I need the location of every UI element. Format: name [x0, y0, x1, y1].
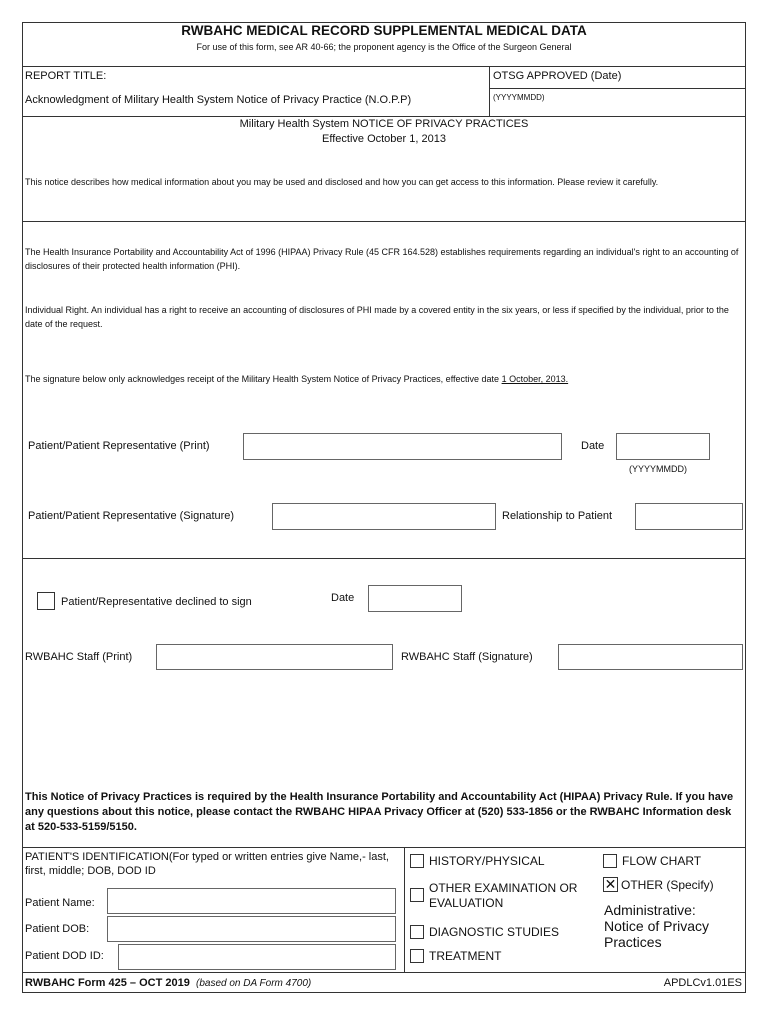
- form-id-text: RWBAHC Form 425 – OCT 2019: [25, 977, 190, 989]
- flow-chart-checkbox[interactable]: [603, 854, 617, 868]
- form-subtitle: For use of this form, see AR 40-66; the proponent agency is the Office of the Surgeon General: [196, 42, 572, 52]
- staff-print-input[interactable]: [156, 644, 393, 670]
- staff-print-label: RWBAHC Staff (Print): [25, 651, 133, 663]
- declined-checkbox[interactable]: [37, 592, 55, 610]
- history-physical-checkbox[interactable]: [410, 854, 424, 868]
- patient-signature-input[interactable]: [272, 503, 496, 530]
- diagnostic-studies-label: DIAGNOSTIC STUDIES: [429, 925, 560, 939]
- hipaa-paragraph: The Health Insurance Portability and Accountability Act of 1996 (HIPAA) Privacy Rule (45 CFR 164.528) establishes requirements regarding an individual's right to an accounting of disclosures of their protected health information (PHI).: [25, 247, 739, 271]
- identification-heading: PATIENT'S IDENTIFICATION(For typed or written entries give Name,- last, first, middle; DOB, DOD ID: [25, 851, 389, 877]
- divider: [489, 66, 490, 116]
- relationship-input[interactable]: [635, 503, 743, 530]
- other-specify-checkbox[interactable]: [603, 877, 618, 892]
- declined-date-label: Date: [331, 592, 355, 604]
- divider: [22, 972, 746, 973]
- history-physical-label: HISTORY/PHYSICAL: [429, 854, 545, 868]
- divider: [22, 847, 746, 848]
- form-based-on: (based on DA Form 4700): [195, 978, 312, 989]
- treatment-label: TREATMENT: [429, 949, 502, 963]
- relationship-label: Relationship to Patient: [502, 510, 613, 522]
- declined-label: Patient/Representative declined to sign: [61, 596, 252, 608]
- form-id: [25, 977, 311, 989]
- divider: [22, 116, 746, 117]
- divider: [22, 558, 746, 559]
- signature-note-date: 1 October, 2013.: [501, 374, 569, 384]
- patient-print-input[interactable]: [243, 433, 562, 460]
- patient-dob-input[interactable]: [107, 916, 396, 942]
- staff-signature-label: RWBAHC Staff (Signature): [401, 651, 533, 663]
- checked-x-icon: ✕: [604, 876, 617, 892]
- declined-date-input[interactable]: [368, 585, 462, 612]
- individual-right-paragraph: Individual Right. An individual has a right to receive an accounting of disclosures of PHI made by a covered entity in the six years, or less if specified by the individual, prior to the date of the request.: [25, 305, 729, 329]
- patient-name-input[interactable]: [107, 888, 396, 914]
- form-version: APDLCv1.01ES: [663, 977, 742, 989]
- hipaa-contact-notice: This Notice of Privacy Practices is required by the Health Insurance Portability and Accountability Act (HIPAA) Privacy Rule. If you have any questions about this notice, please contact the RWBAHC HIPAA Privacy Officer at (520) 533-1856 or the RWBAHC Information desk at 520-533-5159/5150.: [25, 791, 734, 833]
- report-title-label: REPORT TITLE:: [25, 70, 107, 82]
- divider: [404, 847, 405, 972]
- divider: [489, 88, 746, 89]
- patient-dodid-input[interactable]: [118, 944, 396, 970]
- otsg-approved-label: OTSG APPROVED (Date): [493, 70, 622, 82]
- notice-intro: This notice describes how medical information about you may be used and disclosed and how you can get access to this information. Please review it carefully.: [25, 177, 659, 187]
- otsg-approved-format: (YYYYMMDD): [493, 93, 545, 102]
- diagnostic-studies-checkbox[interactable]: [410, 925, 424, 939]
- notice-effective: Effective October 1, 2013: [322, 133, 446, 145]
- notice-heading: Military Health System NOTICE OF PRIVACY PRACTICES: [239, 118, 529, 130]
- form-title: RWBAHC MEDICAL RECORD SUPPLEMENTAL MEDICAL DATA: [181, 23, 587, 38]
- signature-note-text: The signature below only acknowledges receipt of the Military Health System Notice of Privacy Practices, effective date: [25, 374, 500, 384]
- divider: [22, 221, 746, 222]
- other-exam-label: OTHER EXAMINATION OR EVALUATION: [429, 881, 578, 910]
- other-specify-value: Administrative: Notice of Privacy Practices: [604, 902, 710, 950]
- other-exam-checkbox[interactable]: [410, 888, 424, 902]
- flow-chart-label: FLOW CHART: [622, 854, 702, 868]
- patient-name-label: Patient Name:: [25, 897, 95, 909]
- patient-dodid-label: Patient DOD ID:: [25, 950, 104, 962]
- report-title-value: Acknowledgment of Military Health System Notice of Privacy Practice (N.O.P.P): [25, 94, 412, 106]
- divider: [22, 66, 746, 67]
- signature-note: [25, 374, 568, 384]
- treatment-checkbox[interactable]: [410, 949, 424, 963]
- patient-signature-label: Patient/Patient Representative (Signature): [28, 510, 235, 522]
- other-specify-label: OTHER (Specify): [621, 878, 714, 892]
- date-format-hint: (YYYYMMDD): [629, 464, 687, 474]
- patient-print-label: Patient/Patient Representative (Print): [28, 440, 210, 452]
- staff-signature-input[interactable]: [558, 644, 743, 670]
- patient-dob-label: Patient DOB:: [25, 923, 90, 935]
- date-input[interactable]: [616, 433, 710, 460]
- date-label: Date: [581, 440, 605, 452]
